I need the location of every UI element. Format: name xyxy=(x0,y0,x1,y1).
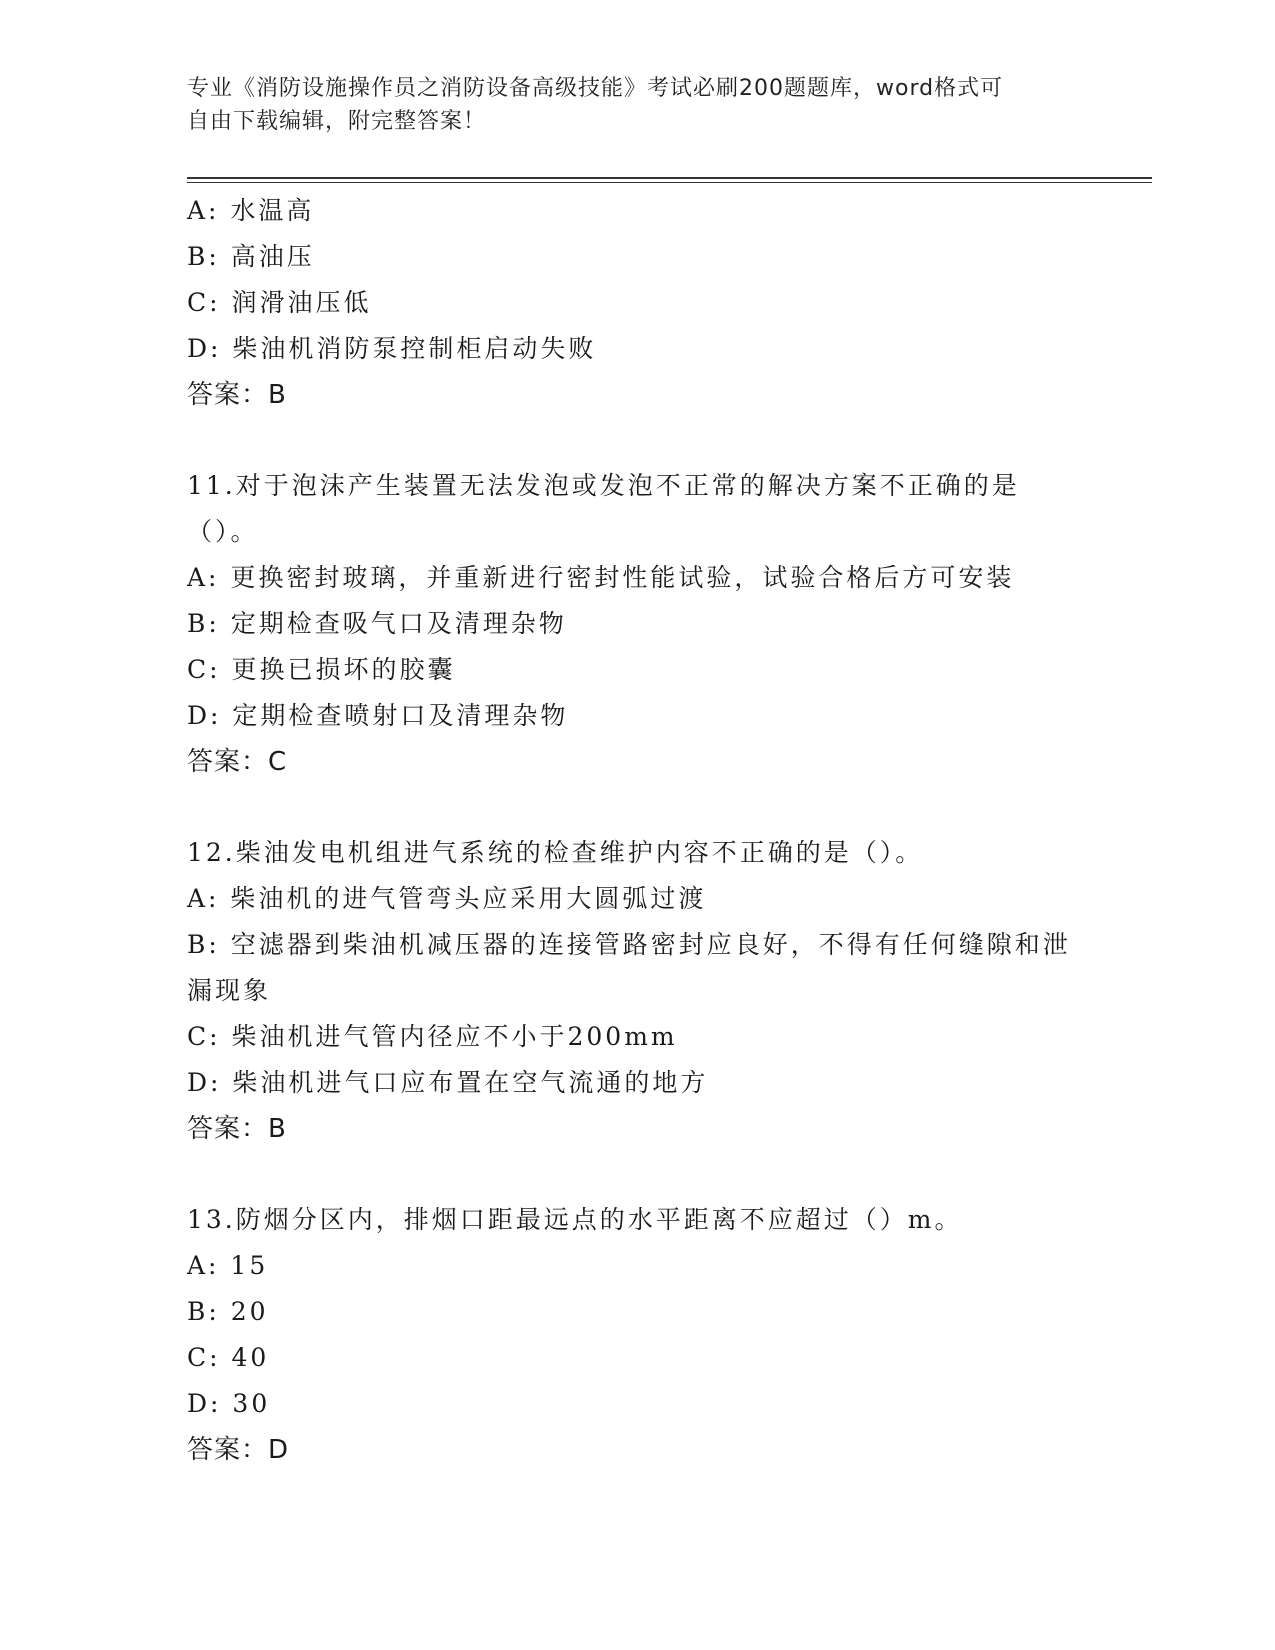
option-b: B: 高油压 xyxy=(187,242,315,271)
question-12 xyxy=(187,830,1087,1152)
question-stem: 13.防烟分区内，排烟口距最远点的水平距离不应超过（）m。 xyxy=(187,1205,963,1234)
option-c: C: 润滑油压低 xyxy=(187,288,372,317)
option-d: D: 柴油机进气口应布置在空气流通的地方 xyxy=(187,1068,709,1097)
option-b: B: 空滤器到柴油机减压器的连接管路密封应良好，不得有任何缝隙和泄漏现象 xyxy=(187,930,1071,1005)
option-a: A: 柴油机的进气管弯头应采用大圆弧过渡 xyxy=(187,884,707,913)
header-line-2: 自由下载编辑，附完整答案！ xyxy=(187,109,487,134)
spacer xyxy=(187,418,1087,463)
option-c: C: 柴油机进气管内径应不小于200mm xyxy=(187,1022,678,1051)
document-header xyxy=(187,72,1087,138)
answer-line: 答案：C xyxy=(187,747,288,777)
option-c: C: 40 xyxy=(187,1343,270,1372)
question-stem: 11.对于泡沫产生装置无法发泡或发泡不正常的解决方案不正确的是（）。 xyxy=(187,471,1020,546)
option-a: A: 水温高 xyxy=(187,196,315,225)
question-stem: 12.柴油发电机组进气系统的检查维护内容不正确的是（）。 xyxy=(187,838,924,867)
option-d: D: 30 xyxy=(187,1389,271,1418)
spacer xyxy=(187,785,1087,830)
question-13 xyxy=(187,1197,1087,1473)
header-divider-thick xyxy=(187,177,1152,179)
question-list xyxy=(187,188,1087,1473)
header-divider-thin xyxy=(187,182,1152,183)
option-a: A: 15 xyxy=(187,1251,269,1280)
spacer xyxy=(187,1152,1087,1197)
answer-line: 答案：D xyxy=(187,1435,290,1465)
option-d: D: 定期检查喷射口及清理杂物 xyxy=(187,701,569,730)
option-b: B: 定期检查吸气口及清理杂物 xyxy=(187,609,567,638)
option-c: C: 更换已损坏的胶囊 xyxy=(187,655,456,684)
option-d: D: 柴油机消防泵控制柜启动失败 xyxy=(187,334,597,363)
answer-line: 答案：B xyxy=(187,380,287,410)
question-10 xyxy=(187,188,1087,418)
answer-line: 答案：B xyxy=(187,1114,287,1144)
header-line-1: 专业《消防设施操作员之消防设备高级技能》考试必刷200题题库，word格式可 xyxy=(187,76,1004,101)
option-b: B: 20 xyxy=(187,1297,269,1326)
option-a: A: 更换密封玻璃，并重新进行密封性能试验，试验合格后方可安装 xyxy=(187,563,1015,592)
question-11 xyxy=(187,463,1087,785)
